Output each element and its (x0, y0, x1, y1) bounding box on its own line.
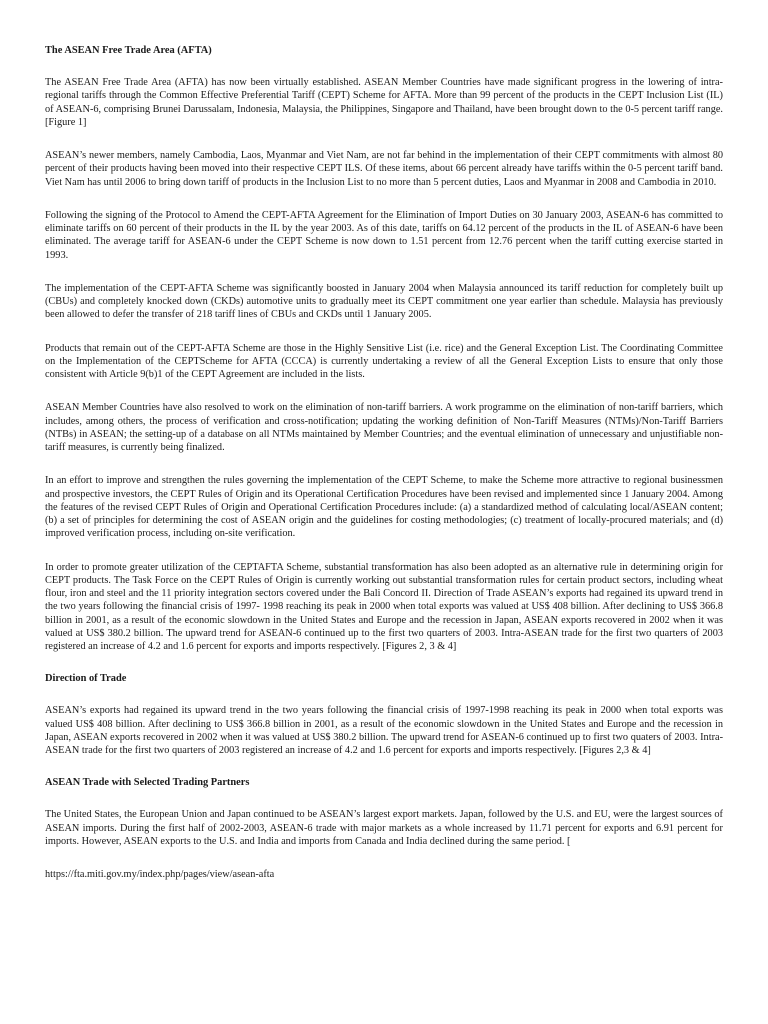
source-url[interactable]: https://fta.miti.gov.my/index.php/pages/view/asean-afta (45, 869, 275, 880)
paragraph-malaysia-automotive: The implementation of the CEPT-AFTA Scheme was significantly boosted in January 2004 when Malaysia announced its tariff reduction for completely built up (CBUs) and completely knocked down (CKDs) automotive units to gradually meet its CEPT commitment one year earlier than schedule. Malaysia has previously been allowed to defer the transfer of 218 tariff lines of CBUs and CKDs until 1 January 2005. (45, 282, 723, 321)
section-heading-direction-of-trade: Direction of Trade (45, 673, 127, 685)
document-page (45, 44, 723, 881)
paragraph-afta-established: The ASEAN Free Trade Area (AFTA) has now been virtually established. ASEAN Member Countries have made significant progress in the lowering of intra-regional tariffs through the Common Effective Preferential Tariff (CEPT) Scheme for AFTA. More than 99 percent of the products in the CEPT Inclusion List (IL) of ASEAN-6, comprising Brunei Darussalam, Indonesia, Malaysia, the Philippines, Singapore and Thailand, have been brought down to the 0-5 percent tariff range. [Figure 1] (45, 77, 723, 128)
paragraph-rules-of-origin: In an effort to improve and strengthen the rules governing the implementation of the CEPT Scheme, to make the Scheme more attractive to regional businessmen and prospective investors, the CEPT Rules of Origin and its Operational Certification Procedures have been revised and implemented since 1 January 2004. Among the features of the revised CEPT Rules of Origin and Operational Certification Procedures include: (a) a standardized method of calculating local/ASEAN content; (b) a set of principles for determining the cost of ASEAN origin and the guidelines for costing methodologies; (c) treatment of locally-procured materials; and (d) improved verification process, including on-site verification. (45, 475, 723, 540)
paragraph-exception-lists: Products that remain out of the CEPT-AFTA Scheme are those in the Highly Sensitive List (i.e. rice) and the General Exception List. The Coordinating Committee on the Implementation of the CEPTScheme for AFTA (CCCA) is currently undertaking a review of all the General Exception Lists to ensure that only those consistent with Article 9(b)1 of the CEPT Agreement are included in the lists. (45, 342, 723, 380)
paragraph-substantial-transformation: In order to promote greater utilization of the CEPTAFTA Scheme, substantial transformation has also been adopted as an alternative rule in determining origin for CEPT products. The Task Force on the CEPT Rules of Origin is currently working out substantial transformation rules for certain product sectors, including wheat flour, iron and steel and the 11 priority integration sectors covered under the Bali Concord II. Direction of Trade ASEAN’s exports had regained its upward trend in the two years following the financial crisis of 1997- 1998 reaching its peak in 2000 when total exports was valued at US$ 408 billion. After declining to US$ 366.8 billion in 2001, as a result of the economic slowdown in the United States and Europe and the recession in Japan, ASEAN exports recovered in 2002 when it was valued at US$ 380.2 billion. The upward trend for ASEAN-6 continued up to the first two quarters of 2003. Intra-ASEAN trade for the first two quarters of 2003 registered an increase of 4.2 and 1.6 percent for exports and imports respectively. [Figures 2, 3 & 4] (45, 561, 723, 652)
paragraph-protocol-signing: Following the signing of the Protocol to Amend the CEPT-AFTA Agreement for the Elimination of Import Duties on 30 January 2003, ASEAN-6 has committed to eliminate tariffs on 60 percent of their products in the IL by the year 2003. As of this date, tariffs on 64.12 percent of the products in the IL of ASEAN-6 have been eliminated. The average tariff for ASEAN-6 under the CEPT Scheme is now down to 1.51 percent from 12.76 percent when the tariff cutting exercise started in 1993. (45, 209, 723, 261)
paragraph-newer-members: ASEAN’s newer members, namely Cambodia, Laos, Myanmar and Viet Nam, are not far behind in the implementation of their CEPT commitments with almost 80 percent of their products having been moved into their respective CEPT ILS. Of these items, about 66 percent already have tariffs within the 0-5 percent tariff band. Viet Nam has until 2006 to bring down tariff of products in the Inclusion List to no more than 5 percent duties, Laos and Myanmar in 2008 and Cambodia in 2010. (45, 150, 723, 188)
paragraph-trading-partners: The United States, the European Union and Japan continued to be ASEAN’s largest export markets. Japan, followed by the U.S. and EU, were the largest sources of ASEAN imports. During the first half of 2002-2003, ASEAN-6 trade with major markets as a whole increased by 11.71 percent for exports and 6.91 percent for imports. However, ASEAN exports to the U.S. and India and imports from Canada and India declined during the same period. [ (45, 809, 723, 847)
paragraph-non-tariff-barriers: ASEAN Member Countries have also resolved to work on the elimination of non-tariff barriers. A work programme on the elimination of non-tariff barriers, which includes, among others, the process of verification and cross-notification; updating the working definition of Non-Tariff Measures (NTMs)/Non-Tariff Barriers (NTBs) in ASEAN; the setting-up of a database on all NTMs maintained by Member Countries; and the eventual elimination of unnecessary and unjustifiable non-tariff measures, is currently being finalized. (45, 402, 723, 453)
section-heading-trading-partners: ASEAN Trade with Selected Trading Partners (45, 777, 250, 789)
document-title: The ASEAN Free Trade Area (AFTA) (45, 45, 212, 56)
paragraph-direction-of-trade: ASEAN’s exports had regained its upward trend in the two years following the financial crisis of 1997-1998 reaching its peak in 2000 when total exports was valued US$ 408 billion. After declining to US$ 366.8 billion in 2001, as a result of the economic slowdown in the United States and Europe and the recession in Japan, ASEAN exports recovered in 2002 when it was valued at US$ 380.2 billion. The upward trend for ASEAN-6 continued up to first two quaters of 2003. Intra-ASEAN trade for the first two quarters of 2003 registered an increase of 4.2 and 1.6 percent for exports and imports respectively. [Figures 2,3 & 4] (45, 705, 723, 756)
